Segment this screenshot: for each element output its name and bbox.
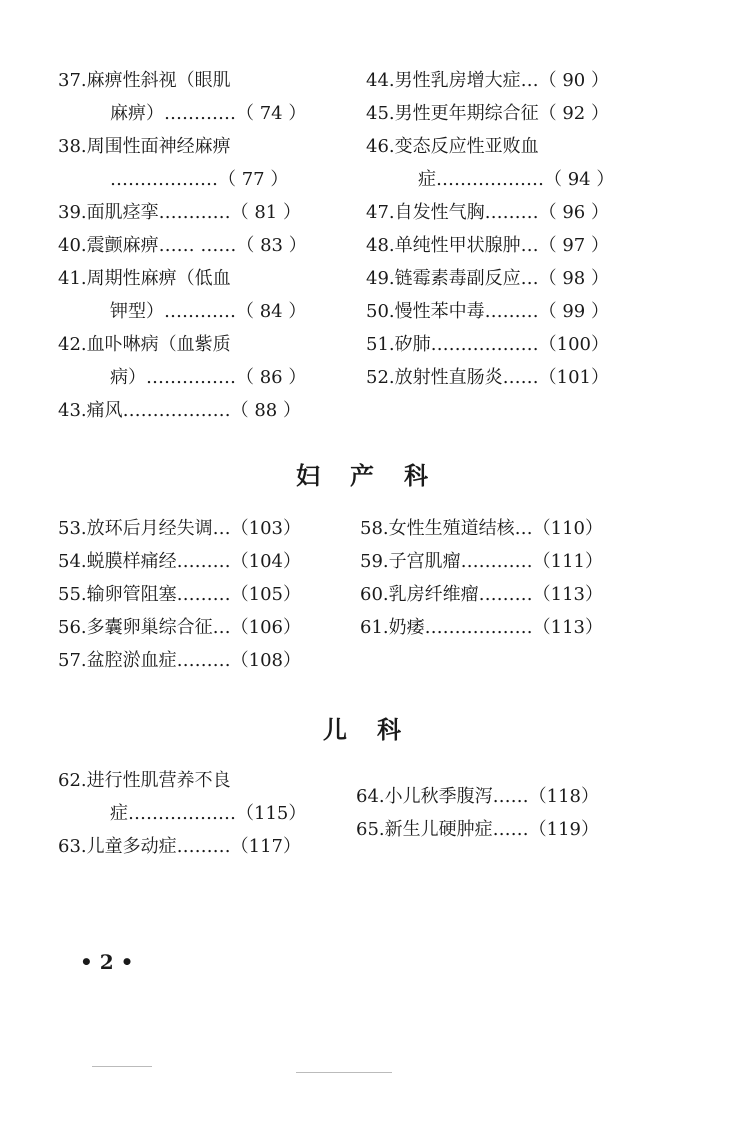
toc-entry <box>366 361 614 394</box>
toc-entry-line: 40.震颤麻痹…… ……（ 83 ） <box>58 235 307 256</box>
toc-entry-line: 48.单纯性甲状腺肿…（ 97 ） <box>366 235 609 256</box>
toc-entry <box>366 262 614 295</box>
toc-entry <box>356 813 599 846</box>
toc-entry-line: 44.男性乳房增大症…（ 90 ） <box>366 70 609 91</box>
toc-entry <box>58 512 301 545</box>
scan-artifact-line <box>296 1072 392 1073</box>
toc-entry-line: 症………………（ 94 ） <box>418 169 615 190</box>
toc-entry <box>58 130 307 196</box>
section-1-left-column <box>58 64 307 427</box>
toc-entry-line: 38.周围性面神经麻痹 <box>58 136 231 157</box>
toc-entry-line: 57.盆腔淤血症………（108） <box>58 650 301 671</box>
section-2-right-column <box>360 512 603 644</box>
toc-entry-line: 53.放环后月经失调…（103） <box>58 518 301 539</box>
toc-entry-line: 钾型）…………（ 84 ） <box>110 301 307 322</box>
toc-entry <box>356 780 599 813</box>
section-3-left-column <box>58 764 306 863</box>
toc-entry <box>58 229 307 262</box>
toc-entry-line: 46.变态反应性亚败血 <box>366 136 539 157</box>
toc-entry-line: 55.输卵管阻塞………（105） <box>58 584 301 605</box>
toc-entry <box>360 545 603 578</box>
toc-entry-line: ………………（ 77 ） <box>110 169 289 190</box>
toc-entry <box>58 545 301 578</box>
toc-entry-line: 49.链霉素毒副反应…（ 98 ） <box>366 268 609 289</box>
toc-entry <box>58 196 307 229</box>
toc-entry-line: 41.周期性麻痹（低血 <box>58 268 231 289</box>
toc-entry <box>360 512 603 545</box>
section-title-pediatrics: 儿科 <box>323 715 431 744</box>
toc-entry <box>366 229 614 262</box>
toc-entry-line: 51.矽肺………………（100） <box>366 334 609 355</box>
toc-entry-line: 65.新生儿硬肿症……（119） <box>356 819 599 840</box>
toc-entry <box>366 196 614 229</box>
toc-entry <box>58 262 307 328</box>
toc-entry <box>366 97 614 130</box>
toc-entry-line: 39.面肌痉挛…………（ 81 ） <box>58 202 301 223</box>
section-3-right-column <box>356 780 599 846</box>
toc-entry <box>58 644 301 677</box>
toc-entry-line: 52.放射性直肠炎……（101） <box>366 367 609 388</box>
toc-entry <box>366 295 614 328</box>
toc-entry <box>360 578 603 611</box>
toc-entry-line: 60.乳房纤维瘤………（113） <box>360 584 603 605</box>
toc-entry-line: 59.子宫肌瘤…………（111） <box>360 551 603 572</box>
toc-entry-line: 61.奶痿………………（113） <box>360 617 603 638</box>
page-number: • 2 • <box>80 950 134 974</box>
toc-entry-line: 62.进行性肌营养不良 <box>58 770 231 791</box>
section-1-right-column <box>366 64 614 394</box>
toc-entry-line: 病）……………（ 86 ） <box>110 367 307 388</box>
toc-entry <box>366 130 614 196</box>
toc-entry <box>58 394 307 427</box>
toc-entry <box>366 328 614 361</box>
section-title-gynecology: 妇产科 <box>296 461 458 490</box>
toc-entry <box>58 611 301 644</box>
toc-entry-line: 麻痹）…………（ 74 ） <box>110 103 307 124</box>
scan-artifact-line <box>92 1066 152 1067</box>
toc-entry-line: 45.男性更年期综合征（ 92 ） <box>366 103 609 124</box>
toc-entry <box>58 64 307 130</box>
toc-entry <box>58 328 307 394</box>
toc-entry <box>58 578 301 611</box>
toc-entry <box>58 830 306 863</box>
section-2-left-column <box>58 512 301 677</box>
toc-entry-line: 50.慢性苯中毒………（ 99 ） <box>366 301 609 322</box>
toc-entry-line: 42.血卟啉病（血紫质 <box>58 334 231 355</box>
toc-entry-line: 54.蜕膜样痛经………（104） <box>58 551 301 572</box>
toc-entry-line: 58.女性生殖道结核…（110） <box>360 518 603 539</box>
toc-entry-line: 63.儿童多动症………（117） <box>58 836 301 857</box>
toc-entry-line: 43.痛风………………（ 88 ） <box>58 400 301 421</box>
toc-entry-line: 37.麻痹性斜视（眼肌 <box>58 70 231 91</box>
toc-entry-line: 56.多囊卵巢综合征…（106） <box>58 617 301 638</box>
toc-entry-line: 47.自发性气胸………（ 96 ） <box>366 202 609 223</box>
toc-entry-line: 64.小儿秋季腹泻……（118） <box>356 786 599 807</box>
toc-entry <box>360 611 603 644</box>
toc-entry <box>366 64 614 97</box>
toc-entry <box>58 764 306 830</box>
toc-entry-line: 症………………（115） <box>110 803 307 824</box>
